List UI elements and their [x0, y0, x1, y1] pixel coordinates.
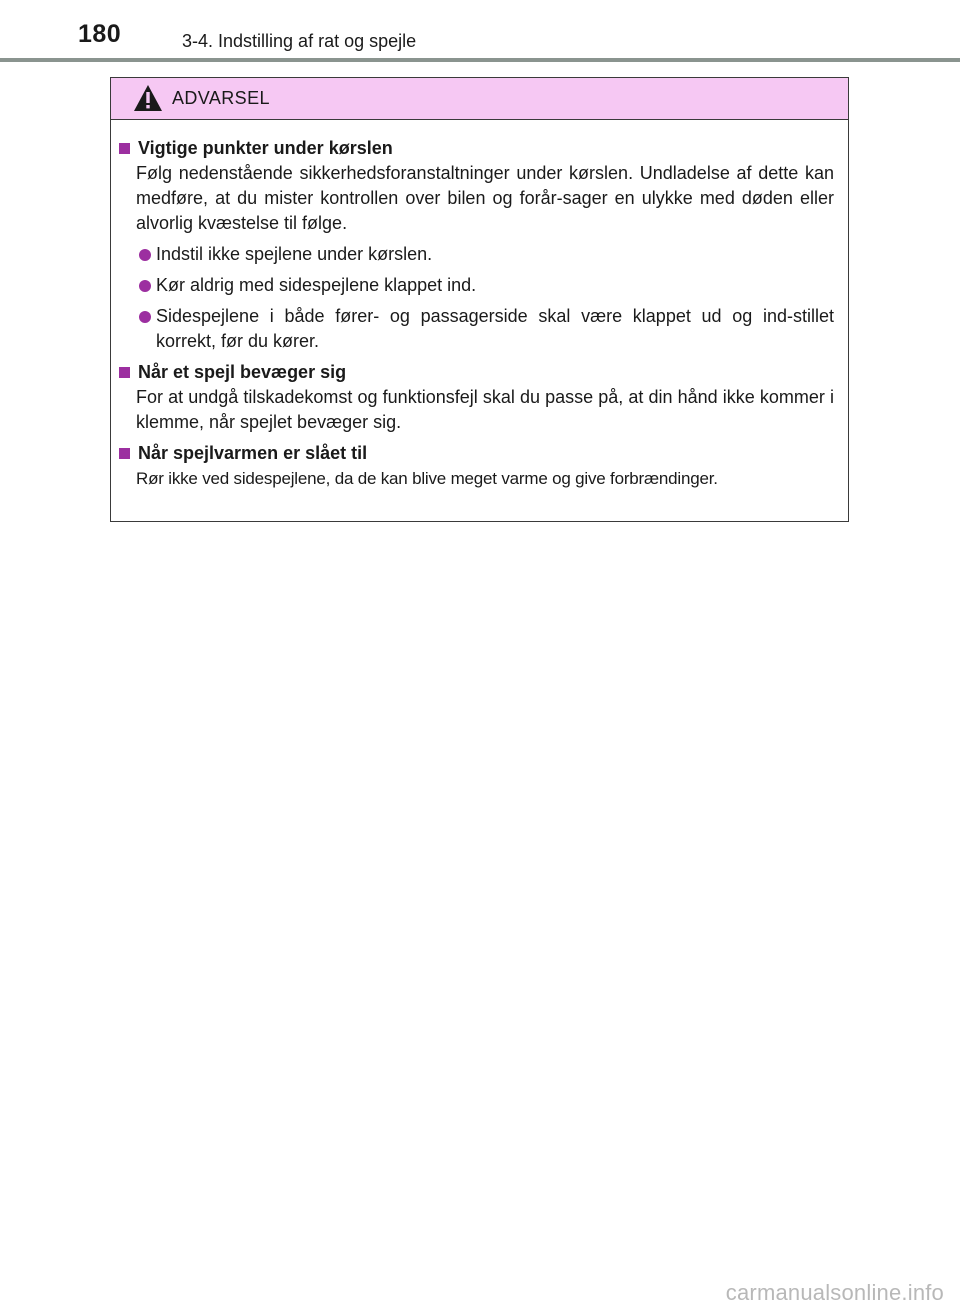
- warning-triangle-icon: [133, 84, 163, 112]
- item-heading-text: Vigtige punkter under kørslen: [138, 138, 393, 158]
- list-item: [135, 273, 834, 298]
- list-item-text: Indstil ikke spejlene under kørslen.: [156, 244, 433, 264]
- warning-title: ADVARSEL: [172, 88, 270, 108]
- round-bullet-icon: [139, 311, 151, 323]
- item-heading: [119, 360, 834, 385]
- round-bullet-icon: [139, 280, 151, 292]
- header-divider: [0, 58, 960, 62]
- item-heading: [119, 136, 834, 161]
- warning-header: [111, 78, 848, 120]
- page-header: [0, 0, 960, 62]
- warning-body: [111, 120, 848, 491]
- list-item-text: Sidespejlene i både fører- og passagerside skal være klappet ud og ind-stillet korrekt, før du kører.: [156, 306, 834, 351]
- item-heading: [119, 441, 834, 466]
- watermark: carmanualsonline.info: [725, 1280, 944, 1305]
- list-item-text: Kør aldrig med sidespejlene klappet ind.: [156, 275, 477, 295]
- item-paragraph: Følg nedenstående sikkerhedsforanstaltninger under kørslen. Undladelse af dette kan medføre, at du mister kontrollen over bilen og forår-sager en ulykke med døden eller alvorlig kvæstelse til følge.: [136, 163, 834, 233]
- round-bullet-icon: [139, 249, 151, 261]
- list-item: [135, 304, 834, 354]
- list-item: [135, 242, 834, 267]
- square-bullet-icon: [119, 448, 130, 459]
- warning-box: [110, 77, 849, 522]
- square-bullet-icon: [119, 367, 130, 378]
- item-heading-text: Når et spejl bevæger sig: [138, 362, 347, 382]
- section-title: 3-4. Indstilling af rat og spejle: [182, 31, 417, 51]
- item-paragraph: Rør ikke ved sidespejlene, da de kan blive meget varme og give forbrændinger.: [136, 469, 718, 488]
- item-paragraph: For at undgå tilskadekomst og funktionsfejl skal du passe på, at din hånd ikke kommer i klemme, når spejlet bevæger sig.: [136, 387, 834, 432]
- item-heading-text: Når spejlvarmen er slået til: [138, 443, 368, 463]
- square-bullet-icon: [119, 143, 130, 154]
- page-number: 180: [78, 20, 122, 48]
